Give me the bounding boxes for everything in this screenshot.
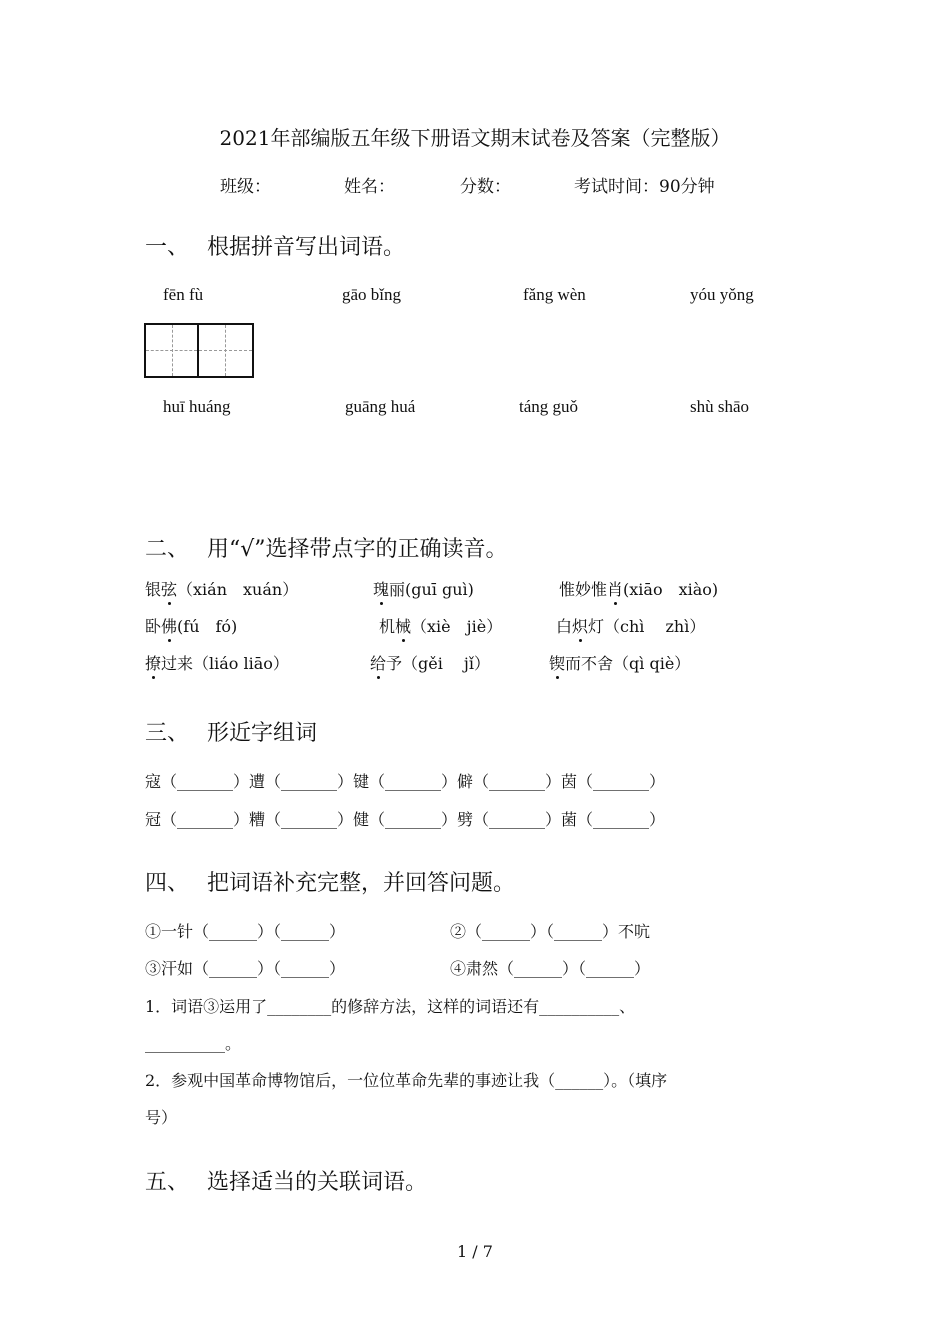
time-label: 考试时间：90分钟 xyxy=(574,177,715,197)
question-2-line-2: 号） xyxy=(145,1108,178,1127)
section-1-number: 一、 xyxy=(145,235,190,260)
section-5-heading xyxy=(145,1165,427,1196)
idiom-3: ③汗如（______）（______） xyxy=(145,959,346,978)
section-4-number: 四、 xyxy=(145,871,190,896)
page-title: 2021年部编版五年级下册语文期末试卷及答案（完整版） xyxy=(219,126,731,150)
section-3-number: 三、 xyxy=(145,721,190,746)
question-1-line-2: __________。 xyxy=(145,1034,242,1053)
word-row-1: 寇（_______）遭（_______）键（_______）僻（_______）茵（_______） xyxy=(145,772,666,791)
pinyin-4: yóu yǒng xyxy=(690,285,754,304)
section-3-title: 形近字组词 xyxy=(207,721,318,746)
section-1-title: 根据拼音写出词语。 xyxy=(207,235,406,260)
reading-item: 机械（xiè jiè） xyxy=(379,617,503,636)
reading-item: 银弦（xián xuán） xyxy=(145,580,299,599)
section-2-title: 用“√”选择带点字的正确读音。 xyxy=(207,537,508,562)
section-3-heading xyxy=(145,716,317,747)
section-5-number: 五、 xyxy=(145,1170,190,1195)
idiom-4: ④肃然（______）（______） xyxy=(450,959,651,978)
pinyin-3: fǎng wèn xyxy=(523,285,586,304)
pinyin-8: shù shāo xyxy=(690,397,750,416)
page-number: 1 / 7 xyxy=(457,1242,493,1261)
pinyin-6: guāng huá xyxy=(345,397,416,416)
writing-cell[interactable] xyxy=(199,325,252,376)
section-2-heading xyxy=(145,532,508,563)
pinyin-5: huī huáng xyxy=(163,397,231,416)
section-2-number: 二、 xyxy=(145,537,190,562)
pinyin-1: fēn fù xyxy=(163,285,204,304)
reading-item: 瑰丽(guī guì) xyxy=(373,580,474,599)
reading-item: 撩过来（liáo liāo） xyxy=(145,654,289,673)
section-5-title: 选择适当的关联词语。 xyxy=(207,1170,428,1195)
section-1-heading xyxy=(145,230,405,261)
writing-cell[interactable] xyxy=(146,325,199,376)
pinyin-2: gāo bǐng xyxy=(342,285,402,304)
idiom-2: ②（______）（______）不吭 xyxy=(450,922,651,941)
section-4-title: 把词语补充完整，并回答问题。 xyxy=(207,871,516,896)
reading-item: 惟妙惟肖(xiāo xiào) xyxy=(559,580,719,599)
reading-item: 给予（gěi jǐ） xyxy=(370,654,491,673)
question-2-line-1: 2．参观中国革命博物馆后，一位位革命先辈的事迹让我（______）。（填序 xyxy=(145,1071,668,1090)
score-label: 分数： xyxy=(460,177,511,197)
reading-item: 卧佛(fú fó) xyxy=(145,617,238,636)
pinyin-7: táng guǒ xyxy=(519,397,579,416)
reading-item: 白炽灯（chì zhì） xyxy=(556,617,706,636)
class-label: 班级： xyxy=(220,177,271,197)
question-1-line-1: 1．词语③运用了________的修辞方法，这样的词语还有__________、 xyxy=(145,997,636,1016)
idiom-1: ①一针（______）（______） xyxy=(145,922,346,941)
section-4-heading xyxy=(145,866,515,897)
name-label: 姓名： xyxy=(344,177,395,197)
word-row-2: 冠（_______）糟（_______）健（_______）劈（_______）菌（_______） xyxy=(145,810,666,829)
reading-item: 锲而不舍（qì qiè） xyxy=(549,654,691,673)
writing-grid[interactable] xyxy=(144,323,254,378)
